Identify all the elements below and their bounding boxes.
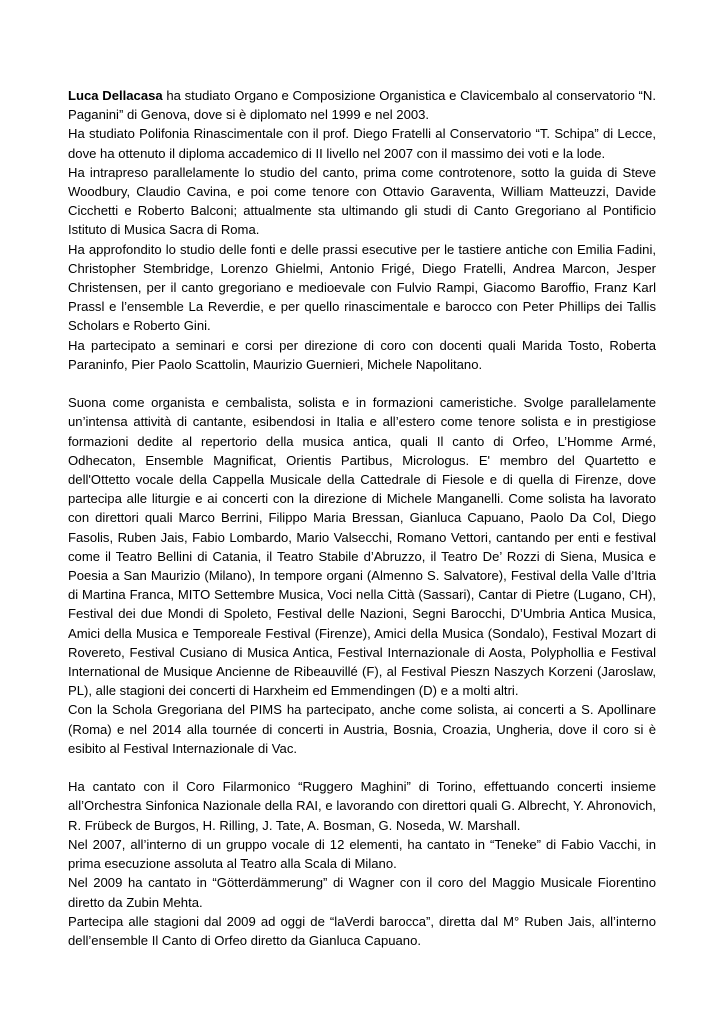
- paragraph-gap: [68, 758, 656, 777]
- paragraph-career: Suona come organista e cembalista, solista e in formazioni cameristiche. Svolge parallelamente un’intensa attività di cantante, esibendosi in Italia e all’estero come tenore solista e in prestigiose formazioni dedite al repertorio della musica antica, quali Il canto di Orfeo, L’Homme Armé, Odhecaton, Ensemble Magnificat, Orientis Partibus, Micrologus. E' membro del Quartetto e dell'Ottetto vocale della Cappella Musicale della Cattedrale di Fiesole e di quella di Firenze, dove partecipa alle liturgie e ai concerti con la direzione di Michele Manganelli. Come solista ha lavorato con direttori quali Marco Berrini, Filippo Maria Bressan, Gianluca Capuano, Paolo Da Col, Diego Fasolis, Ruben Jais, Fabio Lombardo, Mario Valsecchi, Romano Vettori, cantando per enti e festival come il Teatro Bellini di Catania, il Teatro Stabile d’Abruzzo, il Teatro De’ Rozzi di Siena, Musica e Poesia a San Maurizio (Milano), In tempore organi (Almenno S. Salvatore), Festival della Valle d’Itria di Martina Franca, MITO Settembre Musica, Voci nella Città (Sassari), Cantar di Pietre (Lugano, CH), Festival dei due Mondi di Spoleto, Festival delle Nazioni, Segni Barocchi, D’Umbria Antica Musica, Amici della Musica e Temporeale Festival (Firenze), Amici della Musica (Sondalo), Festival Mozart di Rovereto, Festival Cusiano di Musica Antica, Festival Internazionale di Aosta, Polyphollia e Festival International de Musique Ancienne de Ribeauvillé (F), al Festival Pieszn Naszych Korzeni (Jaroslaw, PL), alle stagioni dei concerti di Harxheim ed Emmendingen (D) e a molti altri.: [68, 395, 656, 699]
- paragraph-coro-filarmonico: Ha cantato con il Coro Filarmonico “Ruggero Maghini” di Torino, effettuando concerti insieme all’Orchestra Sinfonica Nazionale della RAI, e lavorando con direttori quali G. Albrecht, Y. Ahronovich, R. Frübeck de Burgos, H. Rilling, J. Tate, A. Bosman, G. Noseda, W. Marshall.: [68, 779, 656, 833]
- paragraph-performance-practice: Ha approfondito lo studio delle fonti e delle prassi esecutive per le tastiere antiche con Emilia Fadini, Christopher Stembridge, Lorenzo Ghielmi, Antonio Frigé, Diego Fratelli, Andrea Marcon, Jesper Christensen, per il canto gregoriano e medioevale con Fulvio Rampi, Giacomo Baroffio, Franz Karl Prassl e l’ensemble La Reverdie, e per quello rinascimentale e barocco con Peter Phillips dei Tallis Scholars e Roberto Gini.: [68, 241, 656, 334]
- paragraph-education-polyphony: Ha studiato Polifonia Rinascimentale con il prof. Diego Fratelli al Conservatorio “T. Schipa” di Lecce, dove ha ottenuto il diploma accademico di II livello nel 2007 con il massimo dei voti e la lode.: [68, 126, 656, 161]
- paragraph-education-organ-text: ha studiato Organo e Composizione Organistica e Clavicembalo al conservatorio “N. Paganini” di Genova, dove si è diplomato nel 1999 e nel 2003.: [68, 88, 656, 123]
- paragraph-voice-studies: Ha intrapreso parallelamente lo studio del canto, prima come controtenore, sotto la guida di Steve Woodbury, Claudio Cavina, e poi come tenore con Ottavio Garaventa, William Matteuzzi, Davide Cicchetti e Roberto Balconi; attualmente sta ultimando gli studi di Canto Gregoriano al Pontificio Istituto di Musica Sacra di Roma.: [68, 164, 656, 238]
- paragraph-choir-direction: Ha partecipato a seminari e corsi per direzione di coro con docenti quali Marida Tosto, Roberta Paraninfo, Pier Paolo Scattolin, Maurizio Guernieri, Michele Napolitano.: [68, 337, 656, 372]
- document-page: [68, 86, 656, 950]
- paragraph-teneke: Nel 2007, all’interno di un gruppo vocale di 12 elementi, ha cantato in “Teneke” di Fabio Vacchi, in prima esecuzione assoluta al Teatro alla Scala di Milano.: [68, 836, 656, 872]
- paragraph-gap: [68, 374, 656, 393]
- artist-name: Luca Dellacasa: [68, 88, 163, 103]
- paragraph-laverdi-barocca: Partecipa alle stagioni dal 2009 ad oggi de “laVerdi barocca”, diretta dal M° Ruben Jais, all’interno dell’ensemble Il Canto di Orfeo diretto da Gianluca Capuano.: [68, 913, 656, 948]
- paragraph-education-organ: [68, 86, 656, 124]
- paragraph-gotterdammerung: Nel 2009 ha cantato in “Götterdämmerung” di Wagner con il coro del Maggio Musicale Fiorentino diretto da Zubin Mehta.: [68, 875, 656, 910]
- paragraph-schola-gregoriana: Con la Schola Gregoriana del PIMS ha partecipato, anche come solista, ai concerti a S. Apollinare (Roma) e nel 2014 alla tournée di concerti in Austria, Bosnia, Croazia, Ungheria, dove il coro si è esibito al Festival Internazionale di Vac.: [68, 702, 656, 756]
